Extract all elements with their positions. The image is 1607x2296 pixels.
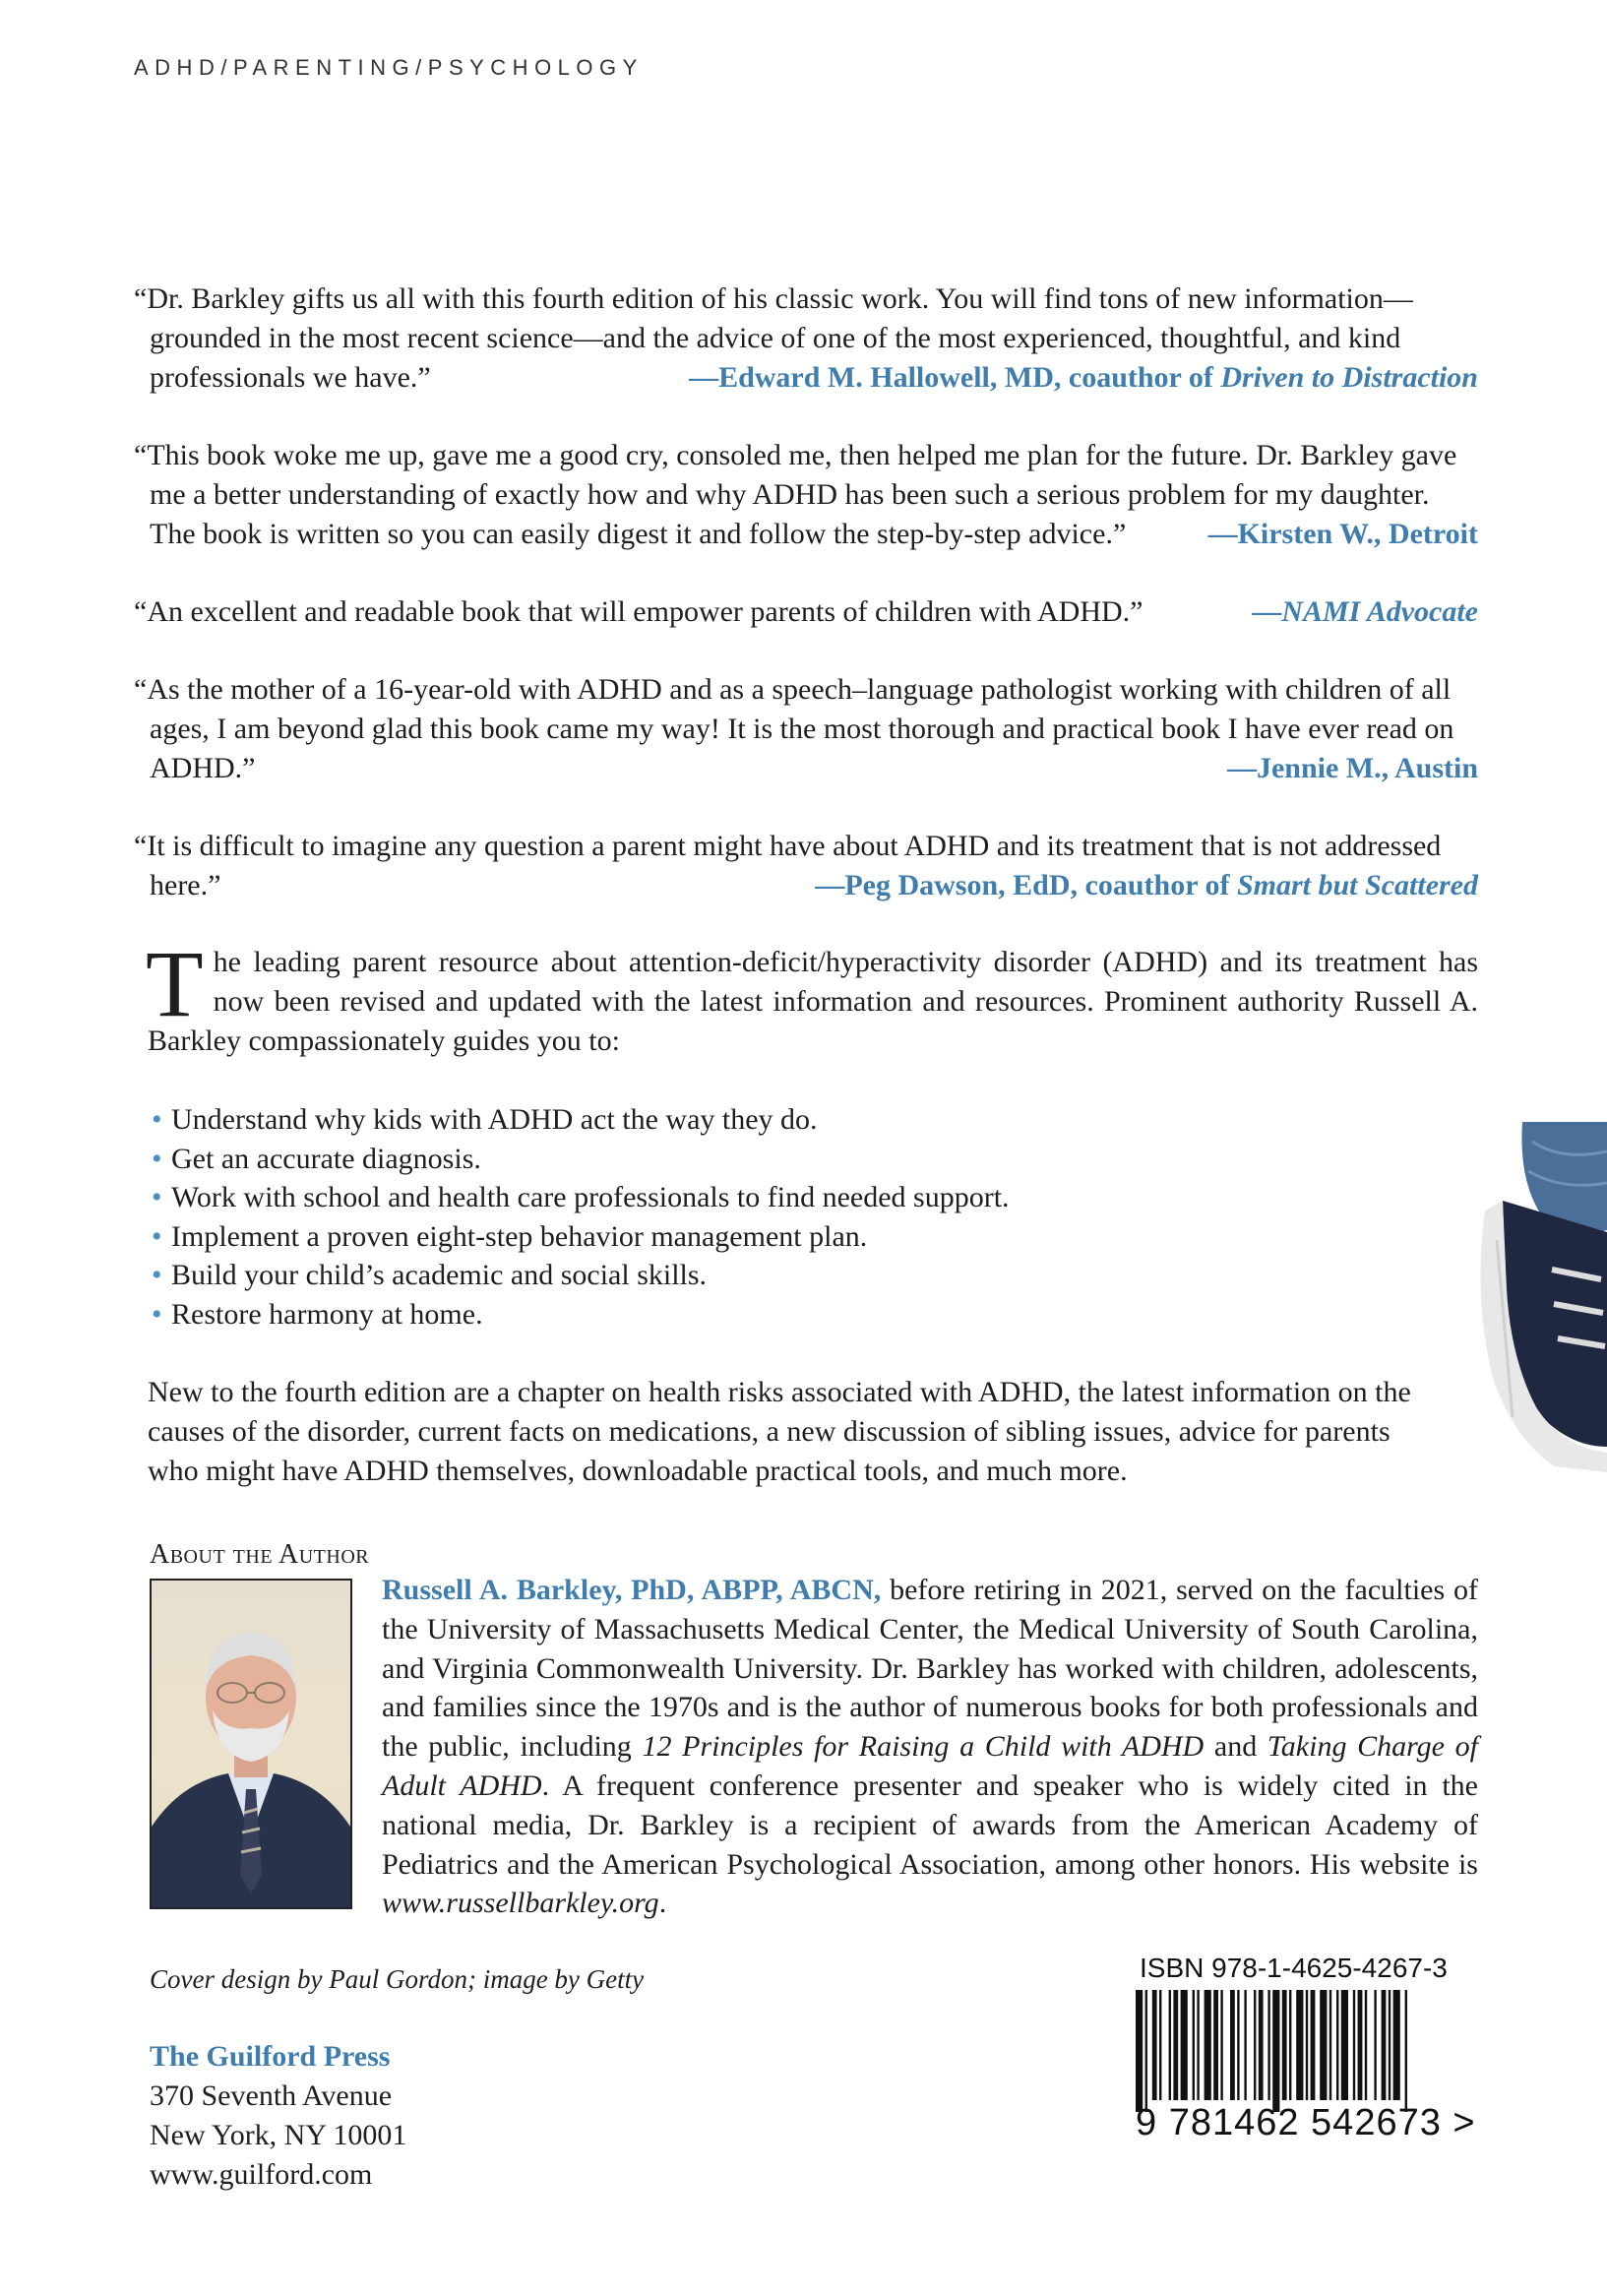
book-title: Taking Charge of Adult ADHD — [382, 1730, 1478, 1802]
quote-attribution: —Jennie M., Austin — [1226, 752, 1478, 784]
quote-attribution: —Edward M. Hallowell, MD, coauthor of Driven to Distraction — [689, 361, 1478, 394]
cover-credit: Cover design by Paul Gordon; image by Getty — [150, 1964, 645, 1994]
barcode — [1130, 1990, 1514, 2177]
list-item: • Understand why kids with ADHD act the way they do. — [150, 1100, 1010, 1140]
barcode-digits: 9 781462 542673 > — [1136, 2102, 1476, 2143]
bullet-icon: • — [152, 1181, 162, 1214]
sneaker-image — [1463, 1122, 1607, 1476]
new-edition-paragraph: New to the fourth edition are a chapter on health risks associated with ADHD, the latest information on the causes of the disorder, current facts on medications, a new discussion of sibling issues, advice for parents who might have ADHD themselves, downloadable practical tools, and much more. — [148, 1376, 1411, 1487]
endorsement-quote — [134, 670, 1478, 788]
quote-attribution: —Peg Dawson, EdD, coauthor of Smart but Scattered — [815, 869, 1478, 901]
publisher-website: www.guilford.com — [150, 2158, 373, 2191]
list-item: • Implement a proven eight-step behavior management plan. — [150, 1217, 1010, 1257]
category-label: ADHD/PARENTING/PSYCHOLOGY — [134, 55, 644, 80]
quote-text: “Dr. Barkley gifts us all with this fourth edition of his classic work. You will find tons of new information—grounded in the most recent science—and the advice of one of the most experienced, thoughtful, and kind professionals we have.” — [134, 282, 1413, 394]
publisher-address: 370 Seventh Avenue — [150, 2079, 393, 2112]
intro-text: he leading parent resource about attention-deficit/hyperactivity disorder (ADHD) and its treatment has now been revised and updated with the latest information and resources. Prominent authority Russell A. Barkley compassionately guides you to: — [148, 946, 1478, 1057]
list-item: • Work with school and health care professionals to find needed support. — [150, 1178, 1010, 1217]
quote-text: “As the mother of a 16-year-old with ADHD and as a speech–language pathologist working with children of all ages, I am beyond glad this book came my way! It is the most thorough and practical book I have ever read on ADHD.” — [134, 673, 1454, 784]
author-name: Russell A. Barkley, PhD, ABPP, ABCN, — [382, 1574, 882, 1606]
endorsement-quote — [134, 436, 1478, 554]
author-bio: Russell A. Barkley, PhD, ABPP, ABCN, before retiring in 2021, served on the faculties of the University of Massachusetts Medical Center, the Medical University of South Carolina, and Virginia Commonwealth University. Dr. Barkley has worked with children, adolescents, and families since the 1970s and is the author of numerous books for both professionals and the public, including 12 Principles for Raising a Child with ADHD and Taking Charge of Adult ADHD. A frequent conference presenter and speaker who is widely cited in the national media, Dr. Barkley is a recipient of awards from the American Academy of Pediatrics and the American Psychological Association, among other honors. His website is www.russellbarkley.org. — [382, 1574, 1478, 1920]
list-item: • Get an accurate diagnosis. — [150, 1140, 1010, 1179]
book-title: 12 Principles for Raising a Child with ADHD — [642, 1730, 1205, 1764]
quote-attribution: —Kirsten W., Detroit — [1207, 518, 1478, 550]
benefit-list — [150, 1100, 1010, 1334]
bullet-icon: • — [152, 1219, 162, 1253]
author-website: www.russellbarkley.org — [382, 1887, 659, 1920]
quote-text: “It is difficult to imagine any question a parent might have about ADHD and its treatment that is not addressed here.” — [134, 830, 1442, 901]
endorsement-quote — [134, 827, 1478, 905]
quote-attribution: —NAMI Advocate — [1252, 595, 1478, 628]
bullet-icon: • — [152, 1297, 162, 1331]
quote-text: “An excellent and readable book that will empower parents of children with ADHD.” — [134, 595, 1143, 628]
publisher-city: New York, NY 10001 — [150, 2119, 407, 2151]
publisher-name: The Guilford Press — [150, 2040, 391, 2073]
about-author-heading: About the Author — [150, 1539, 370, 1570]
list-item: • Build your child’s academic and social skills. — [150, 1256, 1010, 1295]
quote-text: “This book woke me up, gave me a good cry, consoled me, then helped me plan for the future. Dr. Barkley gave me a better understanding of exactly how and why ADHD has been such a serious problem for my daughter. The book is written so you can easily digest it and follow the step-by-step advice.” — [134, 439, 1457, 550]
drop-cap: T — [146, 931, 204, 1036]
bullet-icon: • — [152, 1142, 162, 1175]
endorsement-quote — [134, 592, 1478, 632]
isbn-label: ISBN 978-1-4625-4267-3 — [1140, 1953, 1448, 1983]
list-item: • Restore harmony at home. — [150, 1295, 1010, 1334]
bullet-icon: • — [152, 1259, 162, 1292]
endorsement-quote — [134, 279, 1478, 398]
bullet-icon: • — [152, 1103, 162, 1136]
publisher-block — [150, 2037, 406, 2195]
intro-paragraph — [146, 931, 1478, 1061]
